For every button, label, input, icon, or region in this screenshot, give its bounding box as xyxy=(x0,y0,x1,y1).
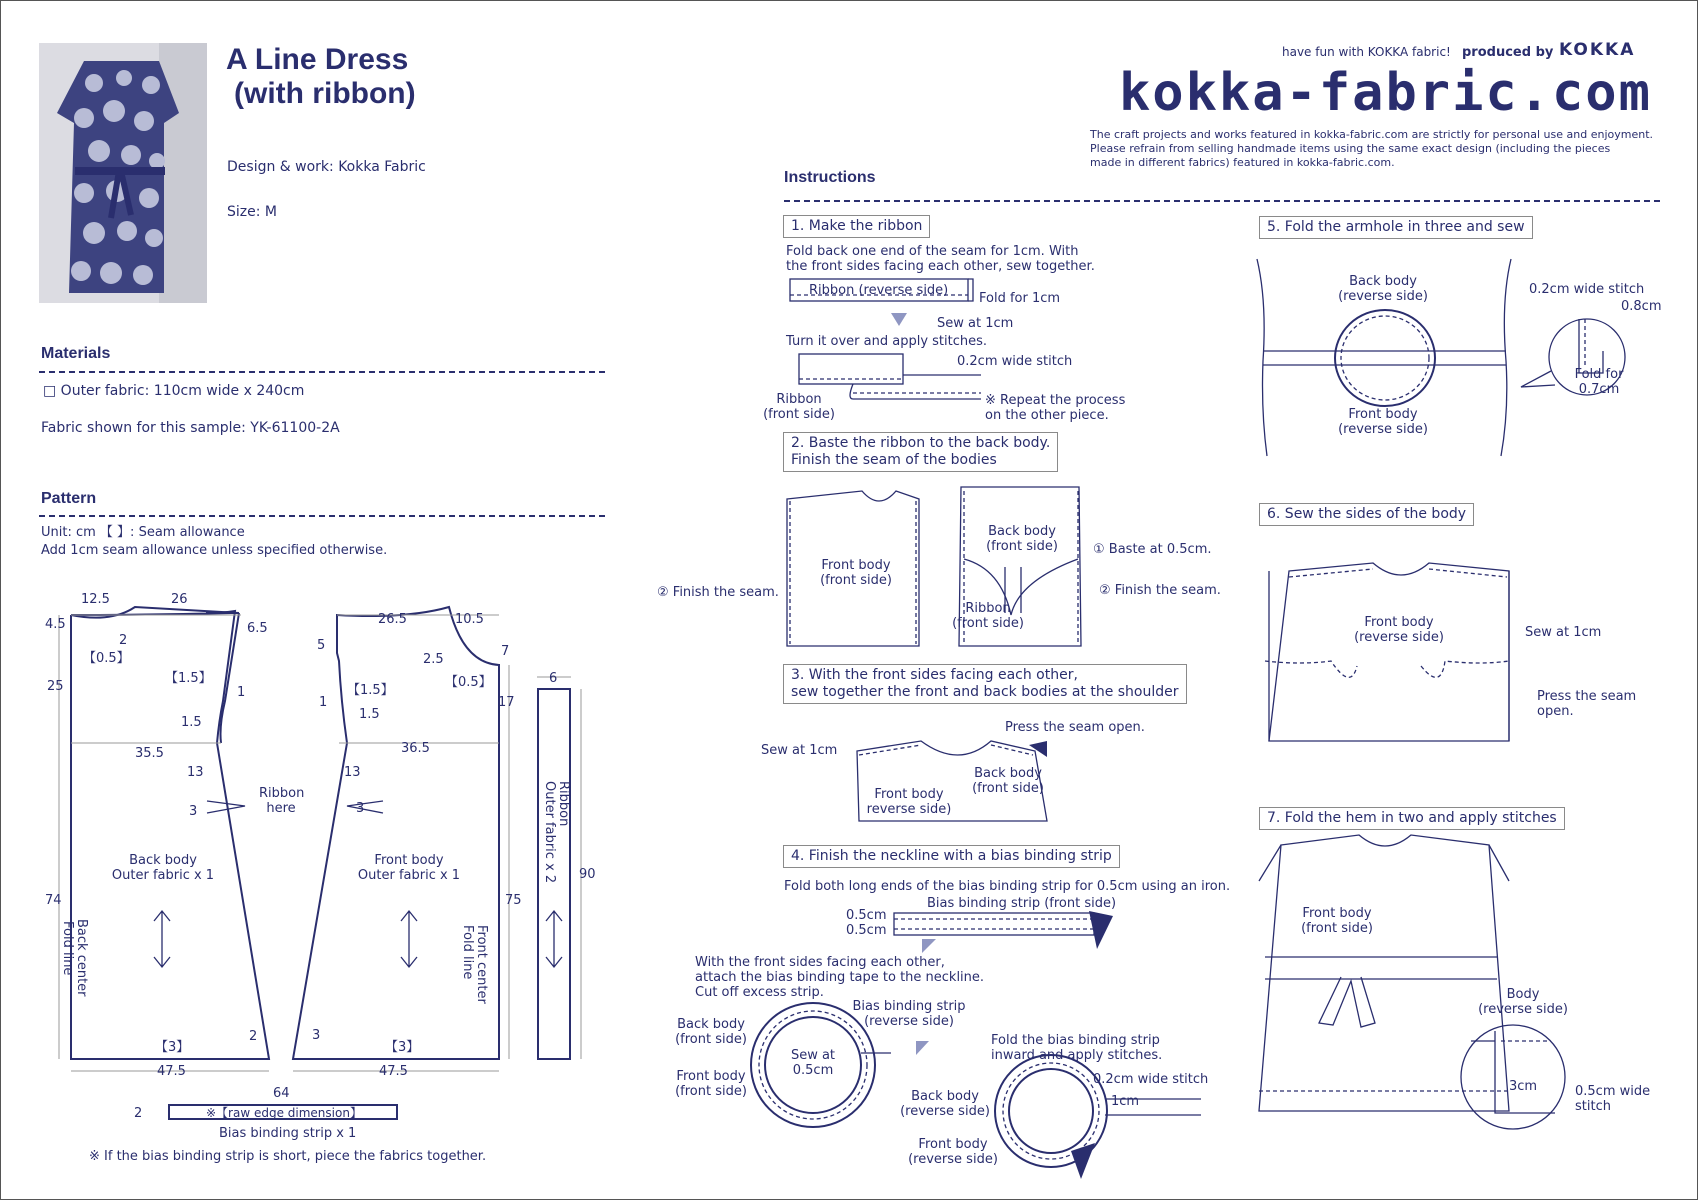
step5-front-1: Front body xyxy=(1348,407,1418,422)
step4-attach-3: Cut off excess strip. xyxy=(695,985,824,1000)
step6-sew: Sew at 1cm xyxy=(1525,625,1602,640)
front-w-top-b: 10.5 xyxy=(455,612,484,627)
bias-name: Bias binding strip x 1 xyxy=(219,1126,357,1141)
brand-site: kokka-fabric.com xyxy=(1119,63,1652,123)
step1-ribbon-front-2: (front side) xyxy=(763,407,835,422)
front-body-qty: Outer fabric x 1 xyxy=(357,868,461,883)
notice-line-1: The craft projects and works featured in kokka-fabric.com are strictly for personal use and enjoyment. xyxy=(1090,128,1653,141)
back-chest: 35.5 xyxy=(135,746,164,761)
back-neck-sa: 2 xyxy=(119,633,128,648)
step7-front-1: Front body xyxy=(1302,906,1372,921)
front-fold-2: Fold line xyxy=(460,925,475,980)
step4-inward-2: inward and apply stitches. xyxy=(991,1048,1163,1063)
back-shoulder-h: 6.5 xyxy=(247,621,268,636)
step5-fold-1: Fold for xyxy=(1574,367,1624,382)
step4-attach-2: attach the bias binding tape to the neckline. xyxy=(695,970,985,985)
step4-inward-1: Fold the bias binding strip xyxy=(991,1033,1160,1048)
front-rib-3: 3 xyxy=(356,801,365,816)
front-arm-15: 1.5 xyxy=(359,707,380,722)
ribbon-h: 90 xyxy=(579,867,596,882)
step4-bias-2: (reverse side) xyxy=(864,1014,954,1029)
step4-stitch: 0.2cm wide stitch xyxy=(1093,1072,1209,1087)
step7-cm3: 3cm xyxy=(1509,1079,1538,1094)
step1-sew-1cm: Sew at 1cm xyxy=(937,316,1014,331)
step7-front-2: (front side) xyxy=(1301,921,1373,936)
back-fold-2: Fold line xyxy=(60,921,75,976)
back-w-top-b: 26 xyxy=(171,592,188,607)
front-hem-w: 47.5 xyxy=(379,1064,408,1079)
step7-body-2: (reverse side) xyxy=(1478,1002,1568,1017)
step4-sew-2: 0.5cm xyxy=(792,1063,834,1078)
step2-finish-right: ② Finish the seam. xyxy=(1099,583,1221,598)
step2-title-2: Finish the seam of the bodies xyxy=(791,452,997,468)
step4-strip: Bias binding strip (front side) xyxy=(927,896,1117,911)
size-label: Size: M xyxy=(227,204,277,220)
step5-back-2: (reverse side) xyxy=(1338,289,1428,304)
bias-len: 64 xyxy=(273,1086,290,1101)
step2-ribbon-1: Ribbon xyxy=(965,601,1011,616)
materials-sample: Fabric shown for this sample: YK-61100-2A xyxy=(41,420,340,436)
step4-back-1: Back body xyxy=(677,1017,745,1032)
step3-back-1: Back body xyxy=(974,766,1042,781)
instructions-heading: Instructions xyxy=(784,169,876,186)
back-hem-w: 47.5 xyxy=(157,1064,186,1079)
step1-text-1: Fold back one end of the seam for 1cm. With xyxy=(786,244,1079,259)
step4-attach-1: With the front sides facing each other, xyxy=(695,955,945,970)
front-chest: 36.5 xyxy=(401,741,430,756)
bias-note: ※ If the bias binding strip is short, piece the fabrics together. xyxy=(89,1149,487,1164)
front-rib-13: 13 xyxy=(344,765,361,780)
title-line-1: A Line Dress xyxy=(226,43,409,76)
notice-line-3: made in different fabrics) featured in kokka-fabric.com. xyxy=(1090,156,1395,169)
back-arm-bracket: 【1.5】 xyxy=(165,671,212,686)
bias-w: 2 xyxy=(134,1106,143,1121)
front-neck-7: 7 xyxy=(501,644,510,659)
front-neck-bracket: 【0.5】 xyxy=(445,675,492,690)
step4-sew-1: Sew at xyxy=(790,1048,836,1063)
step4-cm-2: 0.5cm xyxy=(846,923,887,938)
produced-by: produced by xyxy=(1462,45,1554,60)
step7-title: 7. Fold the hem in two and apply stitches xyxy=(1259,807,1565,830)
pattern-note: Add 1cm seam allowance unless specified otherwise. xyxy=(41,543,388,558)
step2-back-1: Back body xyxy=(988,524,1056,539)
ribbon-here-2: here xyxy=(266,801,296,816)
step4-front-1: Front body xyxy=(676,1069,746,1084)
step2-ribbon-2: (front side) xyxy=(952,616,1024,631)
back-left-top: 4.5 xyxy=(45,617,66,632)
step1-ribbon-rev: Ribbon (reverse side) xyxy=(809,283,949,298)
step1-repeat-1: ※ Repeat the process xyxy=(985,393,1126,408)
step5-title: 5. Fold the armhole in three and sew xyxy=(1259,216,1533,239)
back-rib-13: 13 xyxy=(187,765,204,780)
back-body-name: Back body xyxy=(129,853,197,868)
step2-title-1: 2. Baste the ribbon to the back body. xyxy=(791,435,1051,451)
brand-small: KOKKA xyxy=(1559,40,1636,60)
tagline: have fun with KOKKA fabric! xyxy=(1282,45,1451,59)
back-arm-1: 1 xyxy=(237,685,246,700)
step2-title xyxy=(783,432,1058,472)
step3-front-1: Front body xyxy=(874,787,944,802)
step4-back-rev-2: (reverse side) xyxy=(900,1104,990,1119)
notice-line-2: Please refrain from selling handmade items using the same exact design (including the pieces xyxy=(1090,142,1611,155)
bias-raw: ※【raw edge dimension】 xyxy=(206,1106,362,1120)
back-body-qty: Outer fabric x 1 xyxy=(111,868,215,883)
front-hem-sa: 【3】 xyxy=(385,1040,420,1055)
front-arm-bracket: 【1.5】 xyxy=(347,683,394,698)
step5-stitch: 0.2cm wide stitch xyxy=(1529,282,1645,297)
materials-fabric: □ Outer fabric: 110cm wide x 240cm xyxy=(43,383,305,399)
step4-cm: 1cm xyxy=(1111,1094,1140,1109)
back-h74: 74 xyxy=(45,893,62,908)
step3-front-2: reverse side) xyxy=(866,802,952,817)
step5-front-2: (reverse side) xyxy=(1338,422,1428,437)
step6-front-1: Front body xyxy=(1364,615,1434,630)
step3-title xyxy=(783,664,1187,704)
step5-back-1: Back body xyxy=(1349,274,1417,289)
ribbon-name: Ribbon xyxy=(556,781,571,827)
step4-fold: Fold both long ends of the bias binding strip for 0.5cm using an iron. xyxy=(784,879,1231,894)
step3-title-2: sew together the front and back bodies at the shoulder xyxy=(791,684,1179,700)
back-hem-sa: 【3】 xyxy=(155,1040,190,1055)
front-h17: 17 xyxy=(498,695,515,710)
step2-finish-left: ② Finish the seam. xyxy=(657,585,779,600)
ribbon-w: 6 xyxy=(549,671,558,686)
ribbon-qty: Outer fabric x 2 xyxy=(542,781,557,884)
back-w-top-a: 12.5 xyxy=(81,592,110,607)
step2-front-2: (front side) xyxy=(820,573,892,588)
step6-title: 6. Sew the sides of the body xyxy=(1259,503,1474,526)
step1-fold-1cm: Fold for 1cm xyxy=(979,291,1061,306)
front-neck-25: 2.5 xyxy=(423,652,444,667)
step3-title-1: 3. With the front sides facing each other, xyxy=(791,667,1078,683)
back-hem-2: 2 xyxy=(249,1029,258,1044)
step4-back-2: (front side) xyxy=(675,1032,747,1047)
step1-text-2: the front sides facing each other, sew together. xyxy=(786,259,1095,274)
materials-heading: Materials xyxy=(41,345,111,362)
front-fold-1: Front center xyxy=(474,925,489,1004)
step7-stitch-1: 0.5cm wide xyxy=(1575,1084,1651,1099)
back-arm-15: 1.5 xyxy=(181,715,202,730)
step4-cm-1: 0.5cm xyxy=(846,908,887,923)
step4-title: 4. Finish the neckline with a bias binding strip xyxy=(783,845,1120,868)
step4-back-rev-1: Back body xyxy=(911,1089,979,1104)
step5-fold-2: 0.7cm xyxy=(1578,382,1620,397)
step7-body-1: Body xyxy=(1506,987,1540,1002)
title-line-2: (with ribbon) xyxy=(234,77,416,110)
front-hem-3: 3 xyxy=(312,1028,321,1043)
step1-stitch: 0.2cm wide stitch xyxy=(957,354,1073,369)
front-w-top-a: 26.5 xyxy=(378,612,407,627)
step4-front-rev-1: Front body xyxy=(918,1137,988,1152)
step1-turn: Turn it over and apply stitches. xyxy=(786,334,988,349)
step1-ribbon-front-1: Ribbon xyxy=(776,392,822,407)
back-h25: 25 xyxy=(47,679,64,694)
front-arm-1: 1 xyxy=(319,695,328,710)
step1-repeat-2: on the other piece. xyxy=(985,408,1109,423)
step2-back-2: (front side) xyxy=(986,539,1058,554)
step6-press-2: open. xyxy=(1537,704,1574,719)
step4-bias-1: Bias binding strip xyxy=(852,999,966,1014)
back-neck-bracket: 【0.5】 xyxy=(83,651,130,666)
step6-front-2: (reverse side) xyxy=(1354,630,1444,645)
front-h75: 75 xyxy=(505,893,522,908)
back-fold-1: Back center xyxy=(74,919,89,997)
pattern-heading: Pattern xyxy=(41,490,97,507)
front-body-name: Front body xyxy=(374,853,444,868)
ribbon-here-1: Ribbon xyxy=(259,786,305,801)
pattern-unit: Unit: cm 【 】: Seam allowance xyxy=(41,525,245,540)
step3-back-2: (front side) xyxy=(972,781,1044,796)
step1-title: 1. Make the ribbon xyxy=(783,215,930,238)
step6-press-1: Press the seam xyxy=(1537,689,1637,704)
step4-front-2: (front side) xyxy=(675,1084,747,1099)
design-credit: Design & work: Kokka Fabric xyxy=(227,159,426,175)
step4-front-rev-2: (reverse side) xyxy=(908,1152,998,1167)
step2-baste: ① Baste at 0.5cm. xyxy=(1093,542,1212,557)
step7-stitch-2: stitch xyxy=(1575,1099,1611,1114)
step5-cm08: 0.8cm xyxy=(1621,299,1662,314)
step2-front-1: Front body xyxy=(821,558,891,573)
step3-sew: Sew at 1cm xyxy=(761,743,838,758)
back-rib-3: 3 xyxy=(189,804,198,819)
step3-press: Press the seam open. xyxy=(1005,720,1145,735)
front-left-top: 5 xyxy=(317,638,326,653)
